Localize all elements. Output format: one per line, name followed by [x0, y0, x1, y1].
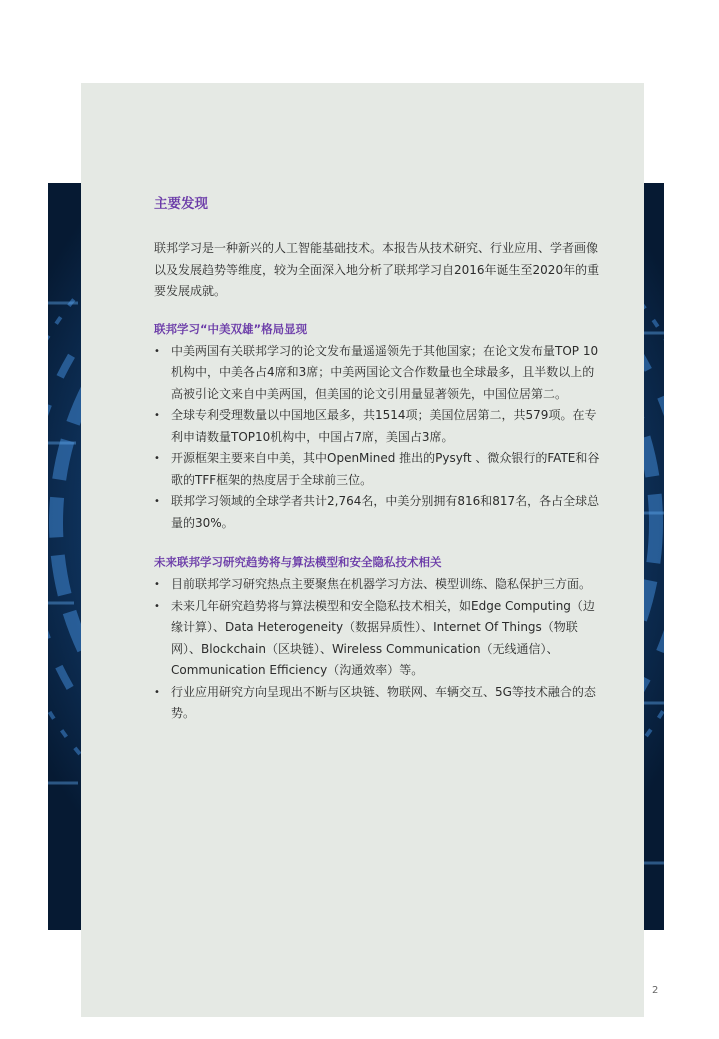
bullet-icon: • [154, 410, 160, 421]
bullet-icon: • [154, 600, 160, 612]
section-title: 主要发现 [154, 196, 208, 212]
list-item-text: 开源框架主要来自中美，其中OpenMined 推出的Pysyft 、微众银行的FATE和谷歌的TFF框架的热度居于全球前三位。 [171, 451, 600, 487]
bullet-icon: • [154, 496, 160, 507]
list-item-text: 未来几年研究趋势将与算法模型和安全隐私技术相关，如Edge Computing（边缘计算）、Data Heterogeneity（数据异质性）、Internet Of Things（物联网）、Blockchain（区块链）、Wireless Communication（无线通信）、Communication Efficiency（沟通效率）等。 [171, 598, 595, 677]
page-number: 2 [652, 985, 659, 996]
bullet-list-china-us [154, 341, 604, 535]
bullet-icon: • [154, 345, 160, 357]
list-item [154, 448, 604, 491]
list-item [154, 405, 604, 448]
intro-paragraph: 联邦学习是一种新兴的人工智能基础技术。本报告从技术研究、行业应用、学者画像以及发展趋势等维度，较为全面深入地分析了联邦学习自2016年诞生至2020年的重要发展成就。 [154, 241, 600, 298]
bullet-list-future-trends [154, 574, 604, 725]
content-panel [81, 83, 644, 1017]
list-item [154, 596, 604, 682]
list-item-text: 行业应用研究方向呈现出不断与区块链、物联网、车辆交互、5G等技术融合的态势。 [171, 684, 596, 720]
list-item-text: 中美两国有关联邦学习的论文发布量遥遥领先于其他国家；在论文发布量TOP 10机构中，中美各占4席和3席；中美两国论文合作数量也全球最多，且半数以上的高被引论文来自中美两国，但美国的论文引用量显著领先，中国位居第二。 [171, 343, 599, 401]
subsection-heading-future-trends: 未来联邦学习研究趋势将与算法模型和安全隐私技术相关 [154, 555, 442, 569]
list-item-text: 目前联邦学习研究热点主要聚焦在机器学习方法、模型训练、隐私保护三方面。 [171, 577, 592, 591]
list-item [154, 574, 604, 596]
bullet-icon: • [154, 686, 160, 698]
main-findings [154, 192, 604, 725]
list-item [154, 491, 604, 534]
subsection-heading-china-us: 联邦学习“中美双雄”格局显现 [154, 321, 308, 336]
list-item [154, 341, 604, 406]
bullet-icon: • [154, 579, 160, 590]
list-item-text: 全球专利受理数量以中国地区最多，共1514项；美国位居第二，共579项。在专利申请数量TOP10机构中，中国占7席，美国占3席。 [171, 408, 597, 444]
bullet-icon: • [154, 453, 160, 464]
list-item [154, 682, 604, 725]
list-item-text: 联邦学习领域的全球学者共计2,764名，中美分别拥有816和817名，各占全球总量的30%。 [171, 494, 600, 530]
